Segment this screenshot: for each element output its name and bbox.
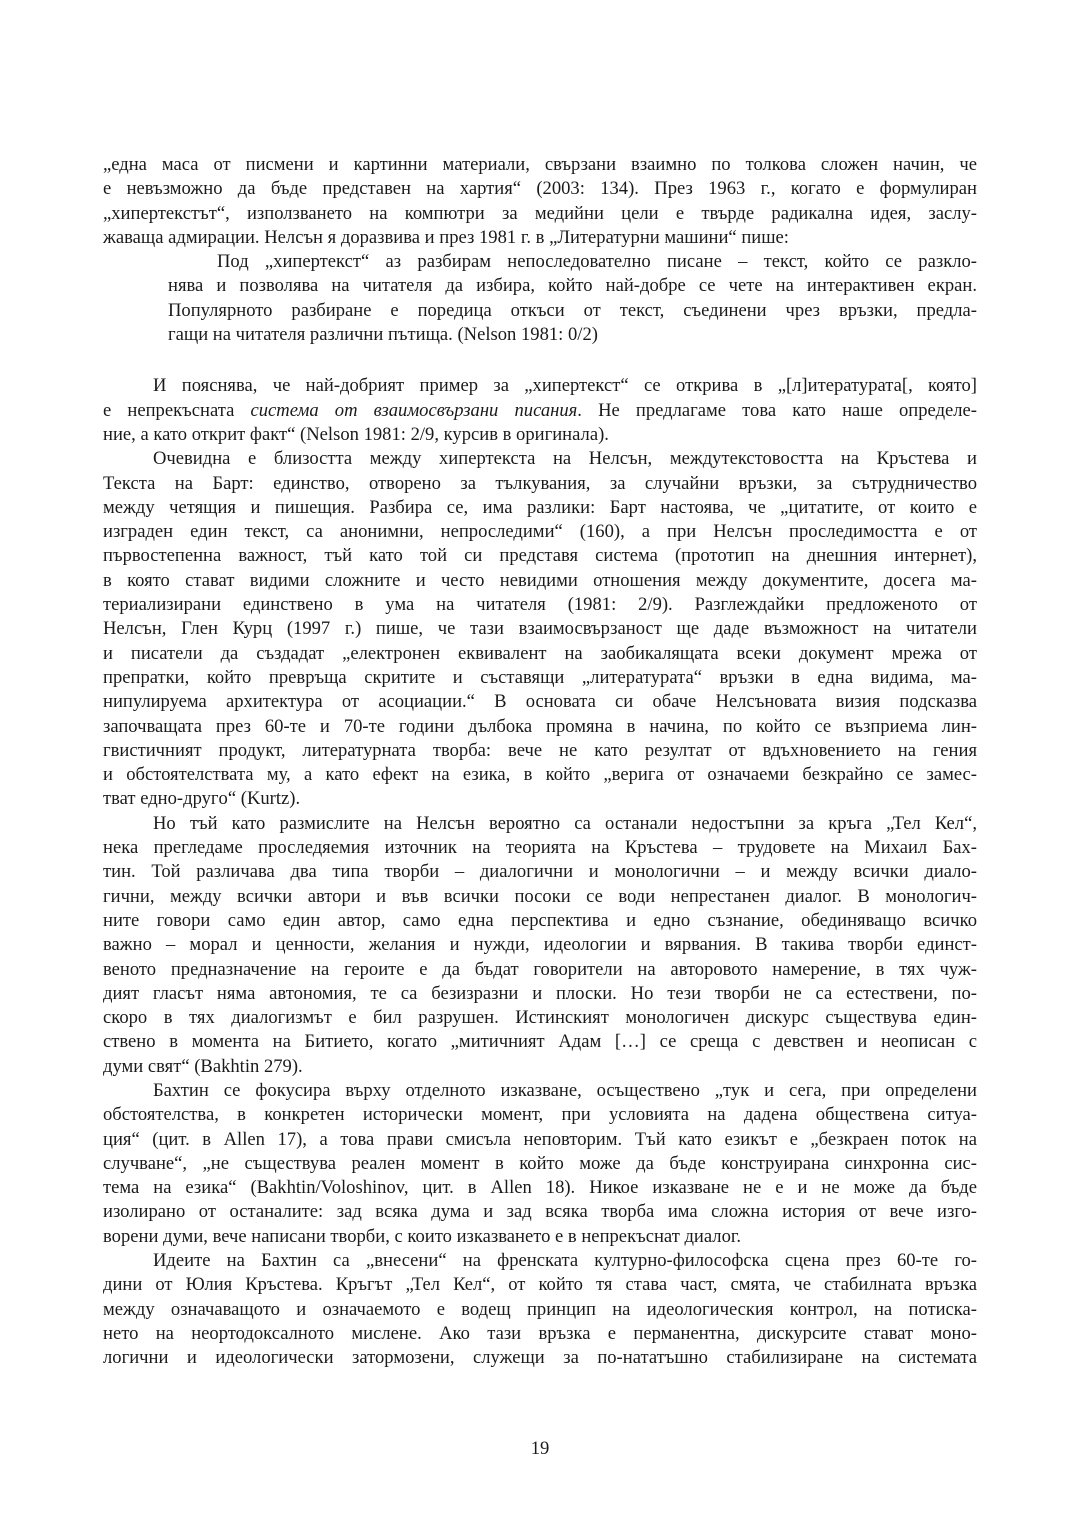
- text-line: „една маса от писмени и картинни материали, свързани взаимно по толкова сложен начин, че: [103, 154, 977, 175]
- text-line: между означаващото и означаемото е водещ принцип на идеологическия контрол, на потиска-: [103, 1298, 977, 1320]
- text-line: изолирано от останалите: зад всяка дума и зад всяка творба има сложна история от вече изго-: [103, 1201, 977, 1223]
- text-line: гични, между всички автори и във всички посоки се води непрестанен диалог. В монологич-: [103, 885, 977, 907]
- text-line: ствено в момента на Битието, когато „митичният Адам […] се среща с девствен и неописан с: [103, 1031, 977, 1053]
- text-line: Идеите на Бахтин са „внесени“ на френската културно-философска сцена през 60-те го-: [153, 1250, 977, 1272]
- text-line: Популярното разбиране е поредица откъси от текст, съединени чрез връзки, предла-: [168, 299, 977, 321]
- text-line: жаваща адмирации. Нелсън я доразвива и през 1981 г. в „Литературни машини“ пише:: [103, 226, 789, 248]
- text-line: и обстоятелствата му, а като ефект на езика, в който „верига от означаеми безкрайно се замес-: [103, 764, 977, 786]
- page-number: 19: [530, 1438, 550, 1459]
- text-line: ните говори само един автор, само една перспектива и едно съзнание, обединяващо всичко: [103, 909, 977, 931]
- text-line: териализирани единствено в ума на читателя (1981: 2/9). Разглеждайки предложеното от: [103, 594, 977, 616]
- text-line: дият гласът няма автономия, те са безизразни и плоски. Но тези творби не са естествени, по-: [103, 982, 977, 1004]
- text-line: нето на неортодоксалното мислене. Ако тази връзка е перманентна, дискурсите стават моно-: [103, 1322, 977, 1344]
- text-line: ние, а като открит факт“ (Nelson 1981: 2/9, курсив в оригинала).: [103, 423, 609, 445]
- text-line: случване“, „не съществува реален момент в който може да бъде конструирана синхронна сис-: [103, 1152, 977, 1174]
- text-line: тват едно-другo“ (Kurtz).: [103, 788, 301, 810]
- text-line: [103, 399, 977, 423]
- text-line: скоро в тях диалогизмът е бил разрушен. Истинският монологичен дискурс съществува един-: [103, 1007, 977, 1029]
- text-line: Но тъй като размислите на Нелсън вероятно са останали недостъпни за кръга „Тел Кел“,: [153, 812, 977, 834]
- paragraph-6: [103, 1249, 977, 1370]
- text-line: Текста на Барт: единство, отворено за тълкувания, за случайни връзки, за сътрудничество: [103, 472, 977, 494]
- text-line: логични и идеологически затормозени, служещи за по-нататъшно стабилизиране на системата: [103, 1347, 977, 1369]
- text-line: е невъзможно да бъде представен на хартия“ (2003: 134). През 1963 г., когато е формулиран: [103, 178, 977, 200]
- text-line: „хипертекстът“, използването на компютри за медийни цели е твърде радикална идея, заслу-: [103, 202, 977, 224]
- text-fragment: е непрекъсната: [103, 399, 251, 421]
- text-line: препратки, който превръща скритите и съставящи „литературата“ връзки в една видима, ма-: [103, 666, 977, 688]
- text-line: ция“ (цит. в Allen 17), а това прави смисъла неповторим. Тъй като езикът е „безкраен поток на: [103, 1128, 977, 1150]
- text-line: тин. Той различава два типа творби – диалогични и монологични – и между всички диало-: [103, 861, 977, 883]
- text-line: Очевидна е близостта между хипертекста на Нелсън, междутекстовостта на Кръстева и: [153, 448, 977, 470]
- text-line: и писатели да създадат „електронен еквивалент на заобикалящата всеки документ мрежа от: [103, 642, 977, 664]
- text-fragment: . Не предлагаме това като наше определе-: [577, 399, 978, 421]
- text-line: важно – морал и ценности, желания и нужди, идеологии и вярвания. В такива творби единст-: [103, 934, 977, 956]
- text-line: Под „хипертекст“ аз разбирам непоследователно писане – текст, който се разкло-: [217, 251, 977, 273]
- text-line: И пояснява, че най-добрият пример за „хипертекст“ се открива в „[л]итературата[, която]: [153, 375, 977, 397]
- text-line: нипулируема архитектура от асоциации.“ В основата си обаче Нелсъновата визия подсказва: [103, 691, 977, 713]
- body-text: [103, 153, 977, 1371]
- text-line: нява и позволява на читателя да избира, който най-добре се чете на интерактивен екран.: [168, 275, 977, 297]
- text-line: първостепенна важност, тъй като той си представя система (прототип на днешния интернет),: [103, 545, 977, 567]
- text-line: в която стават видими сложните и често невидими отношения между документите, досега ма-: [103, 569, 977, 591]
- text-line: веното предназначение на героите е да бъдат говорители на авторовото намерение, в тях чуж-: [103, 958, 977, 980]
- text-line: думи свят“ (Bakhtin 279).: [103, 1055, 303, 1077]
- text-line: гащи на читателя различни пътища. (Nelson 1981: 0/2): [168, 324, 598, 346]
- italic-phrase: система от взаимосвързани писания: [250, 399, 578, 421]
- text-line: гвистичният продукт, литературната творба: вече не като резултат от вдъхновението на гения: [103, 739, 977, 761]
- text-line: обстоятелства, в конкретен исторически момент, при условията на дадена обществена ситуа-: [103, 1104, 977, 1126]
- text-line: Нелсън, Глен Курц (1997 г.) пише, че тази взаимосвързаност ще даде възможност на читатели: [103, 618, 977, 640]
- text-line: Бахтин се фокусира върху отделното изказване, осъществено „тук и сега, при определени: [153, 1079, 977, 1101]
- paragraph-1: [103, 153, 977, 250]
- text-line: нека прегледаме проследяемия източник на теорията на Кръстева – трудовете на Михаил Бах-: [103, 837, 977, 859]
- text-line: ворени думи, вече написани творби, с които изказването е в непрекъснат диалог.: [103, 1225, 742, 1247]
- text-line: започващата през 60-те и 70-те години дълбока промяна в начина, по който се възприема лин-: [103, 715, 977, 737]
- paragraph-2: [103, 374, 977, 447]
- text-line: тема на езика“ (Bakhtin/Voloshinov, цит. в Allen 18). Никое изказване не е и не може да бъде: [103, 1177, 977, 1199]
- block-quote: [168, 250, 977, 347]
- text-line: изграден един текст, са анонимни, непроследими“ (160), а при Нелсън проследимостта е от: [103, 521, 977, 543]
- paragraph-gap: [103, 347, 977, 374]
- text-line: между четящия и пишещия. Разбира се, има разлики: Барт настоява, че „цитатите, от които е: [103, 496, 977, 518]
- paragraph-5: [103, 1079, 977, 1249]
- paragraph-3: [103, 447, 977, 811]
- paragraph-4: [103, 812, 977, 1079]
- text-line: дини от Юлия Кръстева. Кръгът „Тел Кел“, от който тя става част, смята, че стабилната връзка: [103, 1274, 977, 1296]
